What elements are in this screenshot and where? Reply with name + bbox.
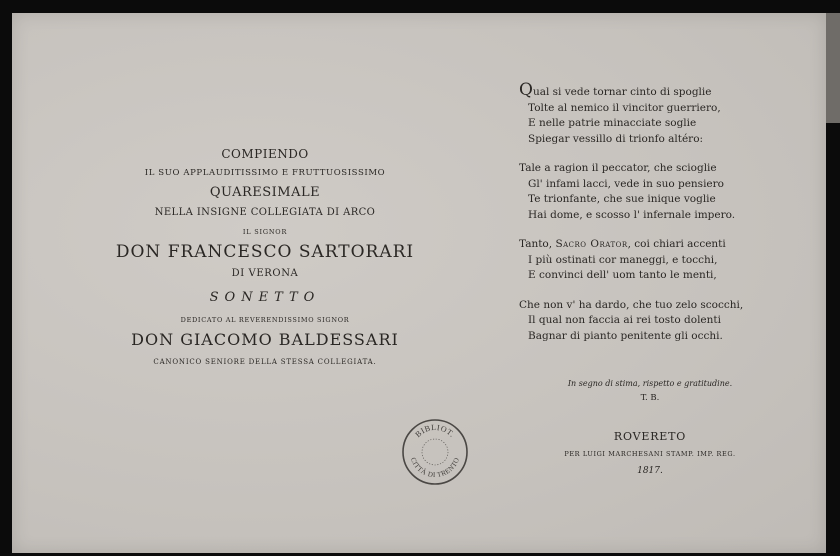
poem-line: Che non v' ha dardo, che tuo zelo scocchi,: [519, 298, 744, 311]
author-initials: T. B.: [640, 393, 660, 403]
stanza-4: [519, 298, 779, 345]
poem-line-text: ual si vede tornar cinto di spoglie: [532, 86, 712, 98]
poem-line-text: , coi chiari accenti: [627, 238, 726, 250]
il-signor-line: IL SIGNOR: [242, 227, 288, 236]
applauditissimo-line: IL SUO APPLAUDITISSIMO E FRUTTUOSISSIMO: [144, 168, 386, 178]
printing-year: 1817.: [637, 465, 663, 476]
stamp-bottom-text: CITTÀ DI TRENTO: [408, 456, 462, 480]
poem-line: E nelle patrie minacciate soglie: [528, 117, 697, 129]
poem-line: [519, 80, 779, 101]
dedicatee-name: DON GIACOMO BALDESSARI: [131, 329, 399, 349]
place-of-printing: ROVERETO: [613, 430, 687, 443]
title-block: [100, 148, 430, 366]
poem-line: Bagnar di pianto penitente gli occhi.: [528, 329, 723, 342]
poem-line: Spiegar vessillo di trionfo altéro:: [528, 132, 704, 145]
dedication-line: In segno di stima, rispetto e gratitudine.: [567, 379, 733, 388]
stanza-3: [519, 237, 779, 284]
sonnet-text: [519, 80, 779, 358]
dedicato-line: DEDICATO AL REVERENDISSIMO SIGNOR: [180, 316, 350, 324]
sacro-orator-text: Sacro Orator: [555, 238, 628, 250]
poem-line: E convinci dell' uom tanto le menti,: [528, 269, 717, 281]
stanza-1: [519, 80, 779, 147]
page-edge: [826, 13, 840, 123]
svg-text:CITTÀ DI TRENTO: [409, 456, 461, 479]
poem-line: Tale a ragion il peccator, che scioglie: [519, 162, 717, 174]
signature-block: [540, 377, 760, 405]
collegiata-line: NELLA INSIGNE COLLEGIATA DI ARCO: [154, 206, 376, 218]
di-verona-line: DI VERONA: [231, 268, 299, 279]
printer-line: PER LUIGI MARCHESANI STAMP. IMP. REG.: [564, 450, 736, 458]
svg-text:BIBLIOT.: [413, 423, 456, 439]
poem-line: I più ostinati cor maneggi, e tocchi,: [528, 253, 718, 266]
poem-line-text: Tanto,: [519, 238, 556, 250]
quaresimale-heading: QUARESIMALE: [209, 184, 321, 200]
canonico-line: CANONICO SENIORE DELLA STESSA COLLEGIATA.: [153, 357, 377, 366]
poem-line: Il qual non faccia ai rei tosto dolenti: [528, 314, 721, 326]
sonetto-heading: SONETTO: [209, 290, 321, 305]
poem-line: Te trionfante, che sue inique voglie: [528, 193, 716, 205]
imprint-block: [540, 431, 760, 476]
library-stamp-icon: [401, 418, 469, 486]
poem-line: Tolte al nemico il vincitor guerriero,: [528, 101, 721, 114]
stanza-2: [519, 161, 779, 223]
poem-line: Gl' infami lacci, vede in suo pensiero: [528, 177, 724, 190]
compiendo-heading: COMPIENDO: [221, 147, 309, 161]
drop-cap: Q: [519, 80, 533, 100]
poem-line: [519, 237, 779, 253]
preacher-name: DON FRANCESCO SARTORARI: [115, 242, 415, 262]
poem-line: Hai dome, e scosso l' infernale impero.: [528, 208, 736, 221]
stamp-top-text: BIBLIOT.: [413, 422, 457, 440]
